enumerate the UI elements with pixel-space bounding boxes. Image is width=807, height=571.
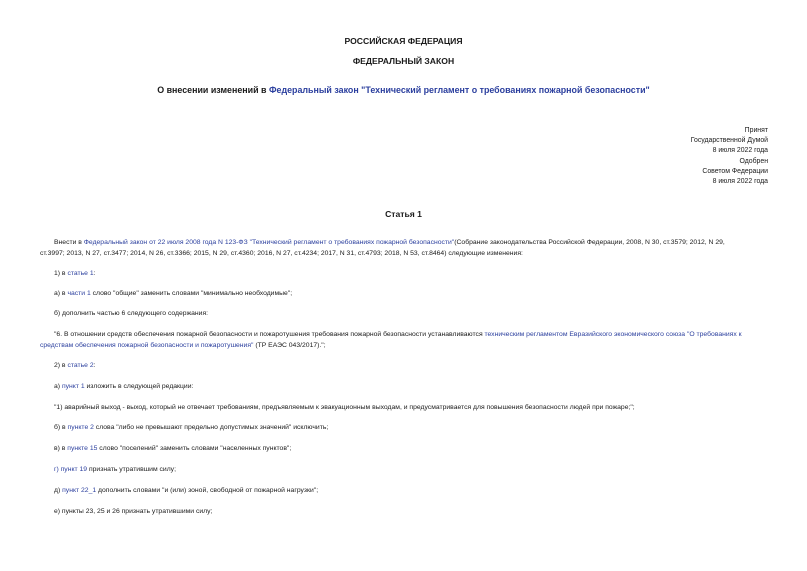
- part-1-link[interactable]: части 1: [67, 290, 91, 297]
- item-2a: а) пункт 1 изложить в следующей редакции:: [54, 383, 194, 390]
- item-1: 1) в статье 1:: [54, 270, 96, 277]
- adoption-line: 8 июля 2022 года: [712, 147, 768, 155]
- adoption-line: Государственной Думой: [690, 137, 768, 145]
- adoption-line: 8 июля 2022 года: [712, 178, 768, 186]
- law-title-link[interactable]: Федеральный закон "Технический регламент о требованиях пожарной безопасности": [268, 85, 650, 95]
- eaeu-regulation-link[interactable]: техническим регламентом Евразийского экономического союза "О требованиях к средствам обеспечения пожарной безопасности и пожаротушения": [40, 331, 742, 349]
- item-2e: е) пункты 23, 25 и 26 признать утратившими силу;: [54, 508, 213, 515]
- law-title: [0, 85, 807, 95]
- item-2g: г) пункт 19 признать утратившим силу;: [54, 466, 176, 473]
- point-15-link[interactable]: пункте 15: [67, 445, 98, 452]
- item-1b: б) дополнить частью 6 следующего содержания:: [54, 310, 209, 317]
- adoption-block: [691, 126, 768, 187]
- item-1a: а) в части 1 слово "общие" заменить словами "минимально необходимые";: [54, 290, 293, 297]
- quote-point-1: "1) аварийный выход - выход, который не отвечает требованиям, предъявляемым к эвакуационным выходам, и предусматривается для повышения безопасности людей при пожаре;";: [54, 404, 635, 411]
- intro-line-2: ст.3997; 2013, N 27, ст.3477; 2014, N 26, ст.3366; 2015, N 29, ст.4360; 2016, N 27, ст.4234; 2017, N 31, ст.4793; 2018, N 53, ст.8464) следующие изменения:: [40, 250, 523, 257]
- point-2-link[interactable]: пункте 2: [67, 424, 94, 431]
- adoption-line: Одобрен: [739, 157, 768, 165]
- law-123-link[interactable]: Федеральный закон от 22 июля 2008 года N 123-ФЗ "Технический регламент о требованиях пожарной безопасности": [83, 239, 455, 246]
- article-heading: Статья 1: [385, 209, 422, 219]
- article-2-link[interactable]: статье 2: [67, 362, 94, 369]
- article-1-link[interactable]: статье 1: [67, 270, 94, 277]
- adoption-line: Принят: [744, 127, 768, 134]
- point-1-link[interactable]: пункт 1: [61, 383, 85, 390]
- item-2: 2) в статье 2:: [54, 362, 96, 369]
- quote-part-6: "6. В отношении средств обеспечения пожарной безопасности и пожаротушения требования пожарной безопасности устанавливаются техническим регламентом Евразийского экономического союза "О требованиях к средствам обеспечения пожарной безопасности и пожаротушения" (ТР ЕАЭС 043/2017).";: [40, 331, 742, 349]
- intro-line-1: Внести в Федеральный закон от 22 июля 2008 года N 123-ФЗ "Технический регламент о требованиях пожарной безопасности"(Собрание законодательства Российской Федерации, 2008, N 30, ст.3579; 2012, N 29,: [54, 239, 725, 246]
- item-2d: д) пункт 22_1 дополнить словами "и (или) зоной, свободной от пожарной нагрузки";: [54, 487, 319, 494]
- law-title-prefix: О внесении изменений в: [157, 85, 269, 95]
- item-2v: в) в пункте 15 слово "поселений" заменить словами "населенных пунктов";: [54, 445, 292, 452]
- country-heading: РОССИЙСКАЯ ФЕДЕРАЦИЯ: [344, 36, 463, 46]
- point-22-1-link[interactable]: пункт 22_1: [62, 487, 97, 494]
- item-2b: б) в пункте 2 слова "либо не превышают предельно допустимых значений" исключить;: [54, 424, 329, 431]
- adoption-line: Советом Федерации: [702, 167, 768, 175]
- point-19-link[interactable]: г) пункт 19: [54, 466, 88, 473]
- document-type-heading: ФЕДЕРАЛЬНЫЙ ЗАКОН: [352, 56, 455, 66]
